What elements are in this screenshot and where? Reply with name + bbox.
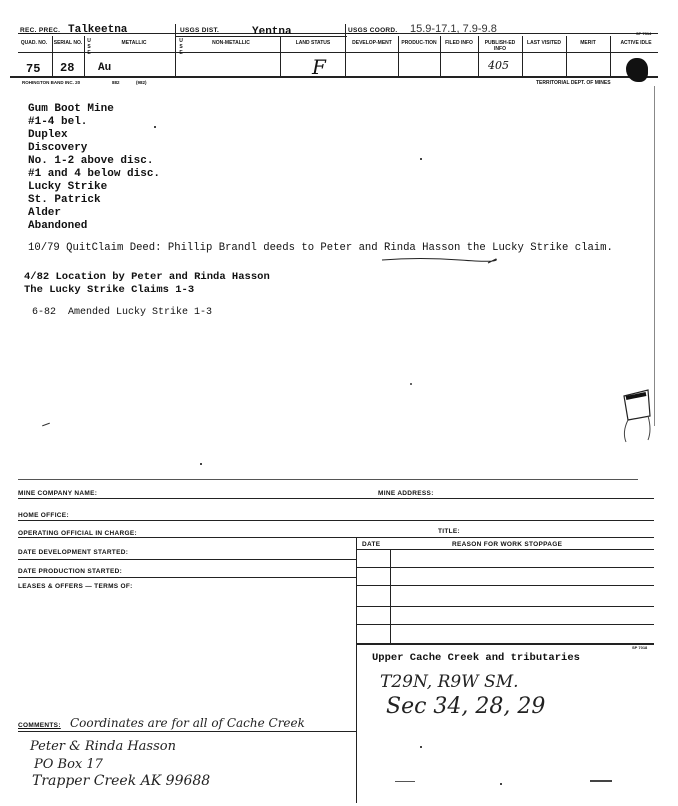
row-published: 405 (488, 59, 509, 72)
col-land-status: LAND STATUS (295, 40, 331, 46)
edge-mark (654, 86, 655, 426)
header-divider (440, 36, 441, 76)
leases-options-label: LEASES & OFFERS — TERMS OF: (18, 583, 133, 590)
header-rule-2 (18, 52, 658, 53)
form-rule (356, 549, 654, 550)
col-merit: MERIT (580, 40, 596, 46)
usgs-coord-label: USGS COORD. (348, 27, 398, 34)
header-divider (610, 36, 611, 76)
sections-handwritten: Sec 34, 28, 29 (386, 694, 546, 719)
speck (590, 780, 612, 782)
form-rule (18, 537, 654, 538)
printer-code-2: (982) (136, 80, 147, 85)
speck (395, 781, 415, 782)
reason-stoppage-label: REASON FOR WORK STOPPAGE (452, 541, 563, 548)
col-use-metallic: U S E (87, 38, 91, 56)
territorial-dept: TERRITORIAL DEPT. OF MINES (536, 80, 611, 86)
mine-address-label: MINE ADDRESS: (378, 490, 434, 497)
col-nonmetallic: NON-METALLIC (212, 40, 250, 46)
stoppage-rule (356, 624, 654, 625)
col-filed-info: FILED INFO (445, 40, 473, 46)
header-divider (175, 24, 176, 76)
form-rule (18, 498, 654, 499)
col-published-info: PUBLISH-ED INFO (484, 40, 516, 52)
claim-line: Gum Boot Mine (28, 103, 114, 115)
rec-prec-label: REC. PREC. (20, 27, 61, 34)
location-note-1: 4/82 Location by Peter and Rinda Hasson (24, 271, 270, 283)
row-serial: 28 (60, 61, 75, 75)
township-handwritten: T29N, R9W SM. (380, 672, 519, 692)
owner-name: Peter & Rinda Hasson (30, 739, 176, 754)
owner-pobox: PO Box 17 (34, 757, 103, 772)
col-metallic: METALLIC (121, 40, 147, 46)
claim-line: Duplex (28, 129, 68, 141)
amended-note: 6-82 Amended Lucky Strike 1-3 (32, 307, 213, 318)
date-label: DATE (362, 541, 381, 548)
header-divider (398, 36, 399, 76)
printer-imprint: ROHINGTON BAND INC. 20 (22, 80, 81, 85)
stoppage-rule (356, 606, 654, 607)
comment-handwritten: Coordinates are for all of Cache Creek (70, 716, 305, 730)
corner-ref: SP 7314 (636, 31, 652, 36)
title-label: TITLE: (438, 528, 461, 535)
rec-prec-value: Talkeetna (68, 24, 128, 36)
usgs-dist-label: USGS DIST. (180, 27, 220, 34)
claim-line: Lucky Strike (28, 181, 108, 193)
header-divider (84, 36, 85, 76)
home-office-label: HOME OFFICE: (18, 512, 69, 519)
stoppage-rule (356, 643, 654, 645)
col-development: DEVELOP-MENT (352, 40, 392, 46)
claim-line: #1-4 bel. (28, 116, 88, 128)
col-use-nonmetallic: U S E (179, 38, 183, 56)
usgs-coord-value: 15.9-17.1, 7.9-9.8 (410, 23, 497, 35)
speck (420, 158, 422, 160)
location-note-2: The Lucky Strike Claims 1-3 (24, 284, 195, 296)
mine-company-label: MINE COMPANY NAME: (18, 490, 98, 497)
col-production: PRODUC-TION (401, 40, 437, 46)
stoppage-rule (356, 585, 654, 586)
form-date-divider (390, 549, 391, 643)
claim-line: #1 and 4 below disc. (28, 168, 161, 180)
speck (420, 746, 422, 748)
claim-line: St. Patrick (28, 194, 101, 206)
form-rule (18, 520, 654, 521)
header-rule-3 (10, 76, 658, 78)
comments-label: COMMENTS: (18, 722, 61, 729)
usgs-dist-value: Yentna (252, 26, 292, 38)
comments-rule (18, 731, 356, 732)
claim-line: Alder (28, 207, 62, 219)
ink-blot (626, 58, 648, 82)
header-divider (566, 36, 567, 76)
underline-scribble (380, 254, 500, 266)
date-prod-started-label: DATE PRODUCTION STARTED: (18, 568, 123, 575)
quitclaim-note: 10/79 QuitClaim Deed: Phillip Brandl deeds to Peter and Rinda Hasson the Lucky Strike claim. (28, 242, 613, 254)
col-active-idle: ACTIVE IDLE (620, 40, 652, 46)
row-metallic: Au (98, 62, 112, 74)
speck (200, 463, 202, 465)
claim-line: Discovery (28, 142, 88, 154)
form-vertical-divider (356, 537, 357, 803)
row-quad: 75 (26, 62, 41, 76)
operating-official-label: OPERATING OFFICIAL IN CHARGE: (18, 530, 137, 537)
sp-code: SP 7018 (632, 645, 648, 650)
area-description: Upper Cache Creek and tributaries (372, 652, 580, 664)
col-quad-no: QUAD. NO. (20, 40, 48, 46)
stoppage-rule (356, 567, 654, 568)
form-rule (18, 559, 356, 560)
speck (500, 783, 502, 785)
header-divider (345, 24, 346, 76)
header-divider (522, 36, 523, 76)
margin-sketch (618, 386, 656, 446)
speck (42, 423, 50, 427)
owner-city: Trapper Creek AK 99688 (32, 773, 211, 789)
header-divider (280, 36, 281, 76)
speck (410, 383, 412, 385)
divider-rule (18, 479, 638, 480)
col-serial-no: SERIAL NO. (53, 40, 83, 46)
row-land-status: F (312, 55, 326, 79)
claim-line: Abandoned (28, 220, 88, 232)
col-last-visited: LAST VISITED (527, 40, 561, 46)
header-divider (478, 36, 479, 76)
form-rule (18, 577, 356, 578)
claim-line: No. 1-2 above disc. (28, 155, 154, 167)
printer-code: 882 (112, 80, 120, 85)
date-dev-started-label: DATE DEVELOPMENT STARTED: (18, 549, 129, 556)
speck (154, 126, 156, 128)
